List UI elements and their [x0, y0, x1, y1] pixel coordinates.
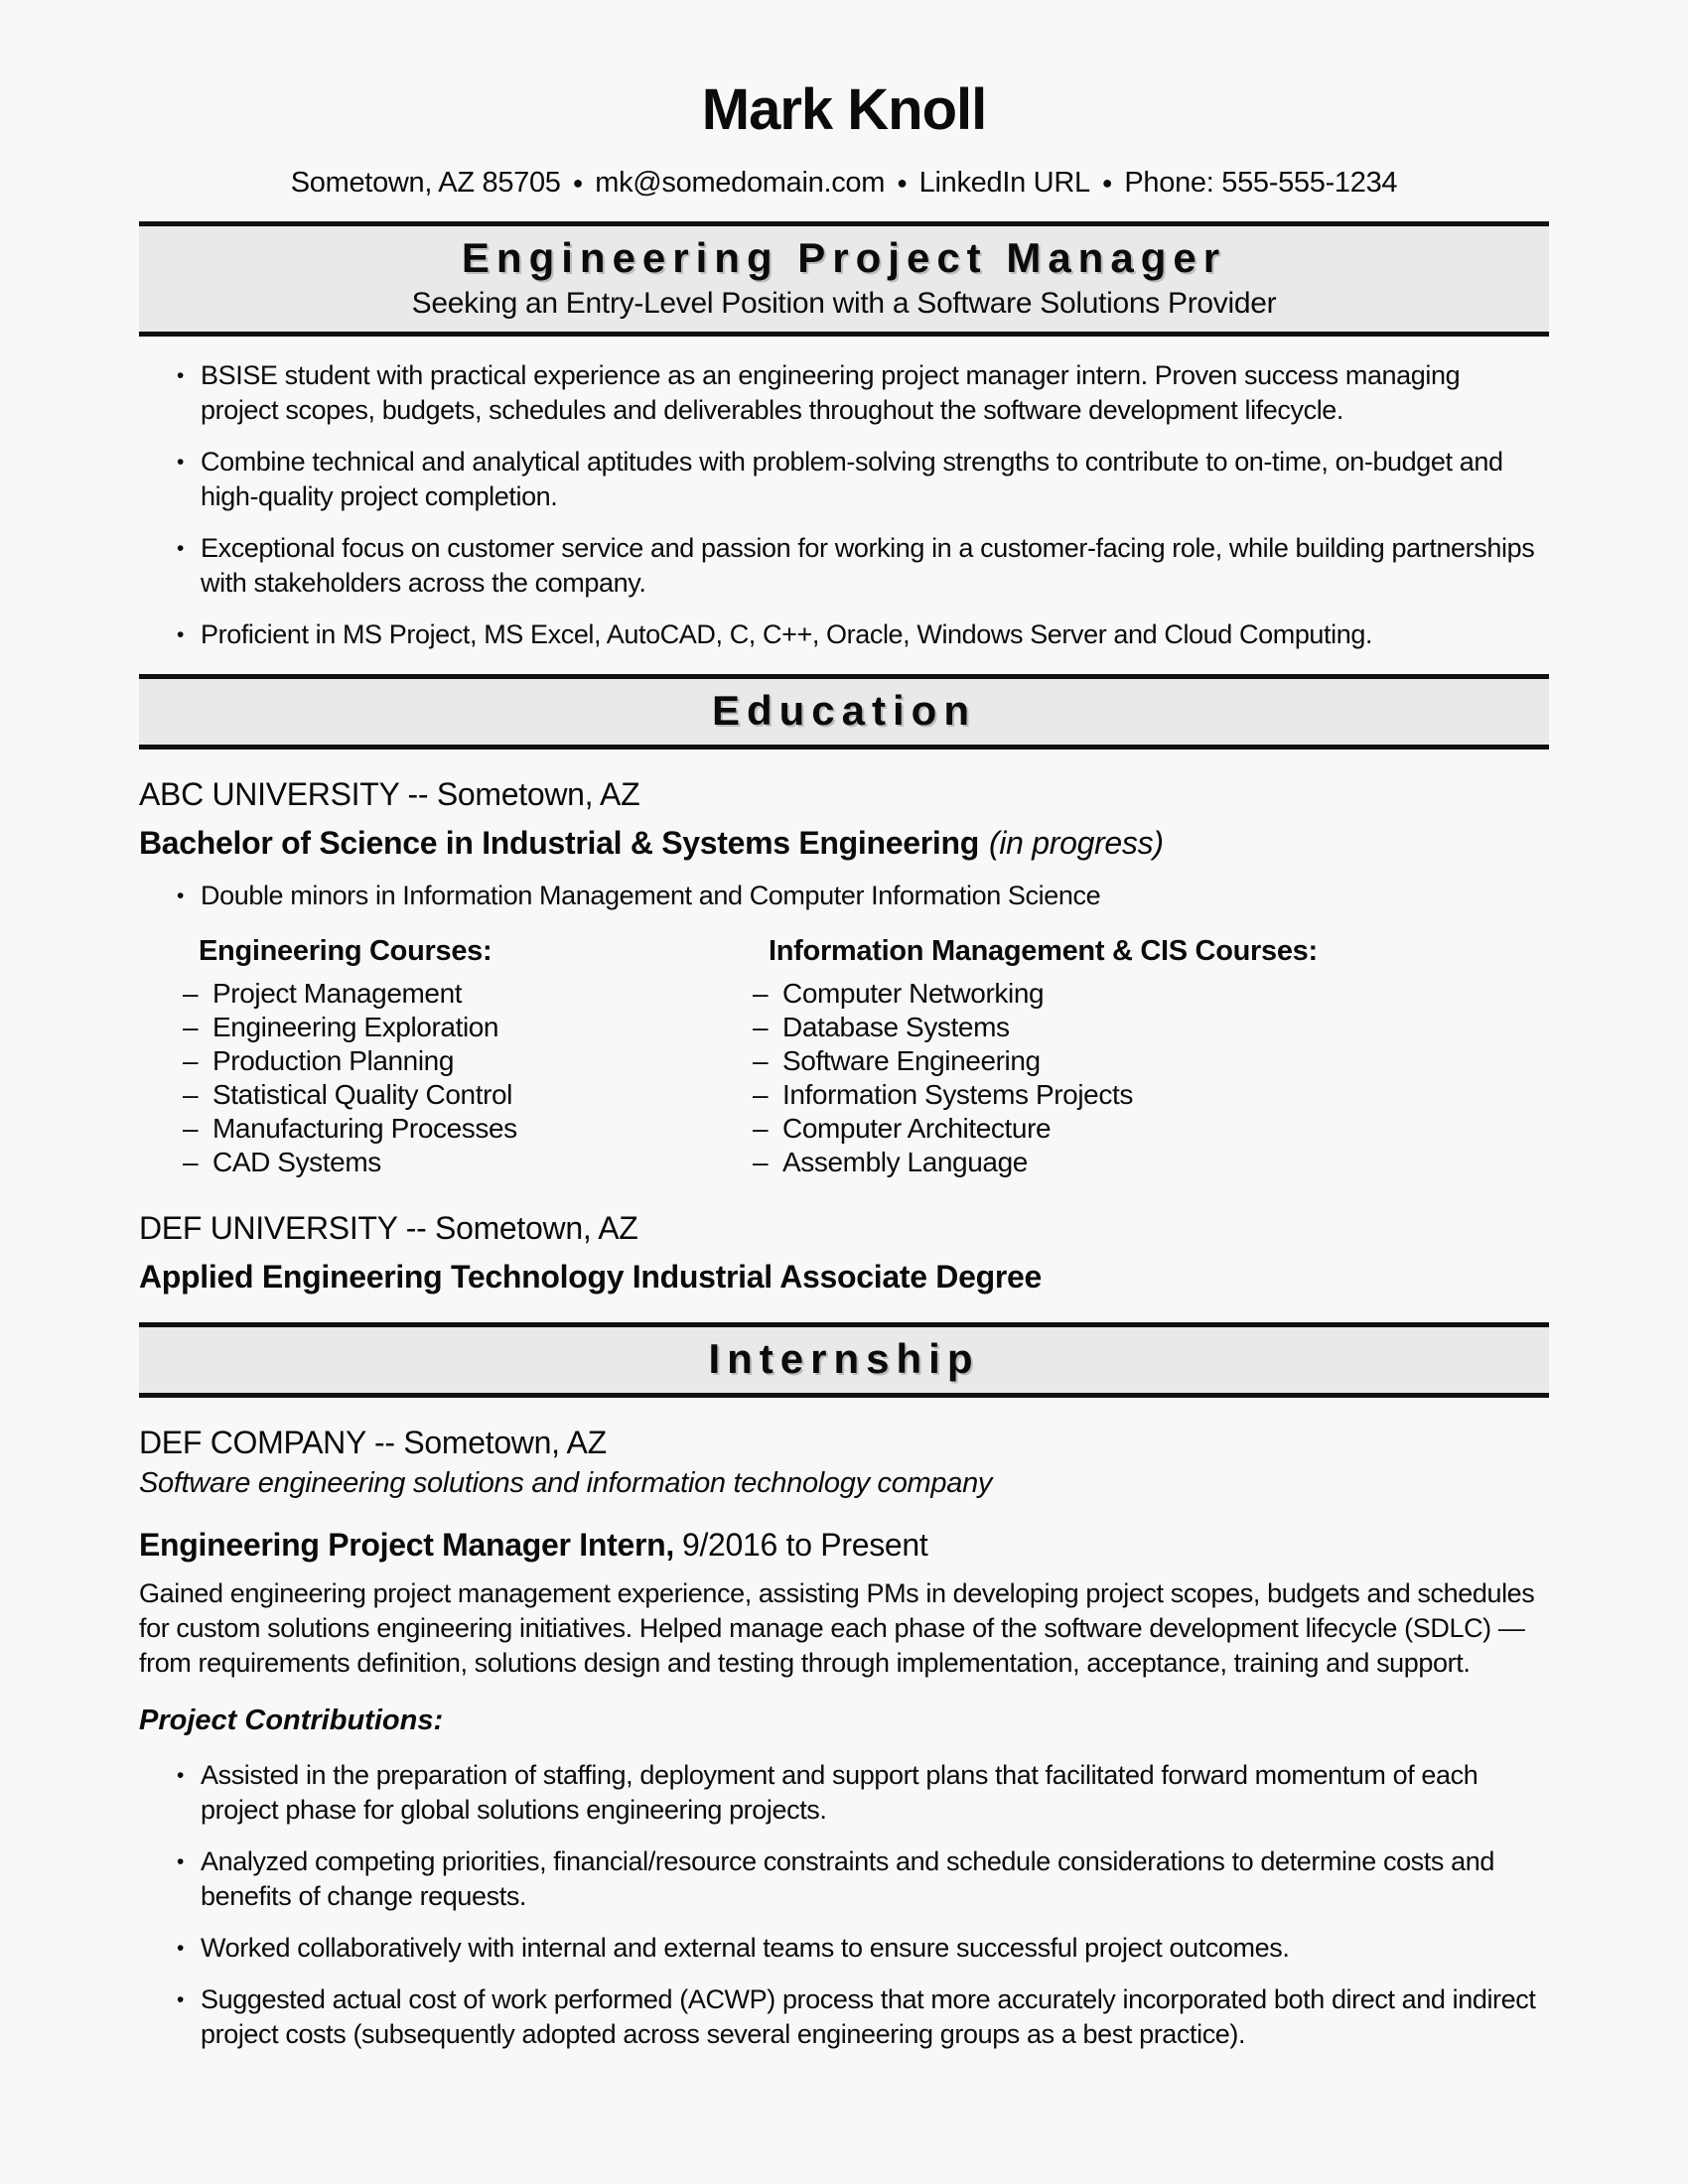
role-dates: 9/2016 to Present [681, 1526, 928, 1563]
dash-icon: – [753, 1078, 769, 1110]
course-name: Database Systems [782, 1011, 1010, 1042]
dash-icon: – [183, 1044, 199, 1076]
course-item [753, 1044, 1549, 1078]
course-name: Information Systems Projects [782, 1078, 1133, 1110]
degree-note: (in progress) [988, 824, 1164, 861]
course-name: Computer Networking [782, 977, 1045, 1009]
course-item [753, 1112, 1549, 1146]
list-item [139, 1982, 1549, 2052]
course-item [183, 1146, 753, 1179]
dash-icon: – [183, 1011, 199, 1042]
course-name: Statistical Quality Control [212, 1078, 512, 1110]
dash-icon: – [183, 1112, 199, 1144]
course-name: Manufacturing Processes [212, 1112, 517, 1144]
objective-subtitle: Seeking an Entry-Level Position with a Software Solutions Provider [411, 286, 1277, 320]
bullet-icon: • [177, 1987, 184, 2011]
course-item [183, 1011, 753, 1044]
contribution-bullet: Suggested actual cost of work performed (ACWP) process that more accurately incorporated both direct and indirect project costs (subsequently adopted across several engineering groups as a best practice). [201, 1983, 1536, 2049]
contributions-heading: Project Contributions: [139, 1704, 444, 1736]
dash-icon: – [753, 1146, 769, 1177]
bullet-icon: • [177, 1763, 184, 1787]
title-banner [139, 221, 1549, 337]
summary-bullet: Proficient in MS Project, MS Excel, AutoCAD, C, C++, Oracle, Windows Server and Cloud Computing. [201, 618, 1373, 649]
candidate-name: Mark Knoll [701, 77, 987, 142]
dot-separator-icon: ● [897, 172, 908, 193]
course-item [183, 977, 753, 1011]
internship-section-banner [139, 1322, 1549, 1398]
bullet-icon: • [177, 1936, 184, 1960]
course-column-heading: Engineering Courses: [199, 934, 492, 967]
dash-icon: – [753, 1044, 769, 1076]
degree-line [139, 823, 1549, 863]
role-title: Engineering Project Manager Intern, [139, 1526, 674, 1563]
summary-list [139, 358, 1549, 652]
bullet-icon: • [177, 450, 184, 474]
dash-icon: – [753, 977, 769, 1009]
contribution-bullet: Assisted in the preparation of staffing, deployment and support plans that facilitated forward momentum of each project phase for global solutions engineering projects. [201, 1759, 1478, 1825]
degree-title: Applied Engineering Technology Industrial Associate Degree [139, 1258, 1042, 1295]
contribution-bullet: Analyzed competing priorities, financial/resource constraints and schedule considerations to determine costs and benefits of change requests. [201, 1845, 1494, 1911]
summary-bullet: BSISE student with practical experience as an engineering project manager intern. Proven success managing project scopes, budgets, schedules and deliverables throughout the software development lifecycle. [201, 359, 1461, 425]
bullet-icon: • [177, 536, 184, 560]
list-item [139, 1844, 1549, 1914]
dot-separator-icon: ● [572, 172, 584, 193]
contributions-list [139, 1758, 1549, 2052]
contact-line [139, 166, 1549, 200]
course-item [183, 1044, 753, 1078]
course-item [183, 1078, 753, 1112]
dash-icon: – [183, 1078, 199, 1110]
contact-linkedin: LinkedIn URL [918, 166, 1090, 199]
school-name-line: ABC UNIVERSITY -- Sometown, AZ [139, 775, 640, 812]
education-section-banner [139, 674, 1549, 750]
dash-icon: – [753, 1011, 769, 1042]
course-list [753, 977, 1549, 1179]
list-item [139, 358, 1549, 428]
minors-bullet: Double minors in Information Management and Computer Information Science [201, 880, 1101, 910]
list-item [139, 531, 1549, 601]
list-item [139, 879, 1549, 913]
contact-location: Sometown, AZ 85705 [290, 166, 561, 199]
course-name: Assembly Language [782, 1146, 1028, 1177]
course-name: Production Planning [212, 1044, 455, 1076]
company-name-line: DEF COMPANY -- Sometown, AZ [139, 1424, 607, 1460]
bullet-icon: • [177, 1849, 184, 1873]
course-columns [139, 933, 1549, 1179]
dash-icon: – [753, 1112, 769, 1144]
role-line [139, 1525, 1549, 1565]
role-overview-paragraph: Gained engineering project management experience, assisting PMs in developing project scopes, budgets and schedules for custom solutions engineering initiatives. Helped manage each phase of the software development lifecycle (SDLC) — from requirements definition, solutions design and testing through implementation, acceptance, training and support. [139, 1577, 1535, 1678]
list-item [139, 617, 1549, 652]
list-item [139, 445, 1549, 514]
course-name: Engineering Exploration [212, 1011, 499, 1042]
contribution-bullet: Worked collaboratively with internal and external teams to ensure successful project outcomes. [201, 1932, 1290, 1963]
course-item [753, 977, 1549, 1011]
school-name-line: DEF UNIVERSITY -- Sometown, AZ [139, 1209, 638, 1246]
course-name: Computer Architecture [782, 1112, 1052, 1144]
course-item [753, 1011, 1549, 1044]
course-item [183, 1112, 753, 1146]
engineering-courses-column [139, 933, 753, 1179]
bullet-icon: • [177, 622, 184, 646]
dash-icon: – [183, 977, 199, 1009]
page-title: Engineering Project Manager [461, 233, 1227, 281]
dot-separator-icon: ● [1101, 172, 1113, 193]
list-item [139, 1758, 1549, 1828]
contact-email: mk@somedomain.com [595, 166, 886, 199]
minors-list [139, 879, 1549, 913]
summary-bullet: Exceptional focus on customer service and passion for working in a customer-facing role, while building partnerships with stakeholders across the company. [201, 532, 1535, 598]
section-heading-internship: Internship [708, 1334, 980, 1382]
course-name: Software Engineering [782, 1044, 1041, 1076]
list-item [139, 1931, 1549, 1966]
degree-title: Bachelor of Science in Industrial & Systems Engineering [139, 824, 979, 861]
course-column-heading: Information Management & CIS Courses: [769, 934, 1318, 967]
course-list [183, 977, 753, 1179]
section-heading-education: Education [711, 686, 976, 734]
course-name: Project Management [212, 977, 463, 1009]
summary-bullet: Combine technical and analytical aptitudes with problem-solving strengths to contribute to on-time, on-budget and high-quality project completion. [201, 446, 1503, 511]
cis-courses-column [753, 933, 1549, 1179]
contact-phone: Phone: 555-555-1234 [1124, 166, 1398, 199]
course-item [753, 1146, 1549, 1179]
bullet-icon: • [177, 363, 184, 387]
company-description: Software engineering solutions and information technology company [139, 1466, 993, 1499]
bullet-icon: • [177, 884, 184, 907]
degree-line [139, 1257, 1549, 1297]
course-item [753, 1078, 1549, 1112]
course-name: CAD Systems [212, 1146, 381, 1177]
dash-icon: – [183, 1146, 199, 1177]
